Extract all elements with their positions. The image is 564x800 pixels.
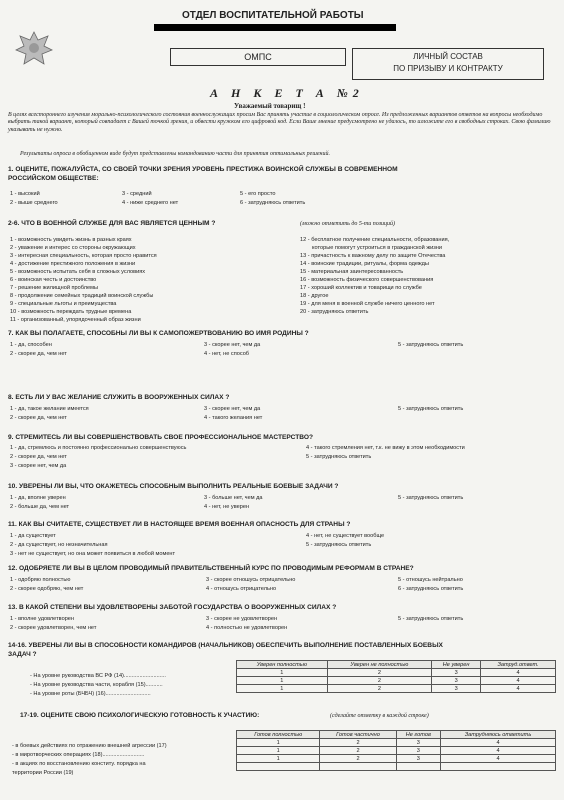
q2-opt[interactable]: 1 - возможность увидеть жизнь в разных краях (10, 237, 132, 243)
intro-text-2: Результаты опроса в обобщенном виде будут представлены командованию части для принятия оптимальных решений. (20, 151, 331, 157)
q2-right-list (300, 236, 449, 316)
q13-opt-3[interactable]: 3 - скорее не удовлетворен (206, 616, 278, 622)
q13-opt-5[interactable]: 5 - затрудняюсь ответить (398, 616, 464, 622)
q2-opt[interactable]: 17 - хороший коллектив и товарищи по службе (300, 285, 422, 291)
staff-box (352, 48, 544, 80)
q9-opt-2[interactable]: 2 - скорее да, чем нет (10, 454, 67, 460)
q14-table (236, 660, 556, 693)
q2-opt[interactable]: 19 - для меня в военной службе ничего ценного нет (300, 301, 435, 307)
q17-cell[interactable]: 1 (237, 755, 320, 763)
q17-cell[interactable]: 2 (320, 755, 396, 763)
table-row (237, 739, 556, 747)
q1-opt-5[interactable]: 5 - его просто (240, 191, 276, 197)
q17-row-label: - в боевых действиях по отражению внешней агрессии (17) (12, 743, 167, 749)
q2-opt[interactable]: 14 - воинские традиции, ритуалы, форма одежды (300, 261, 429, 267)
q13-text: 13. В КАКОЙ СТЕПЕНИ ВЫ УДОВЛЕТВОРЕНЫ ЗАБОТОЙ ГОСУДАРСТВА О ВООРУЖЕННЫХ СИЛАХ ? (8, 604, 337, 611)
table-row (237, 669, 556, 677)
q2-opt[interactable]: которые помогут устроиться в гражданской жизни (312, 245, 442, 251)
q9-opt-5[interactable]: 5 - затрудняюсь ответить (306, 454, 372, 460)
table-row (237, 747, 556, 755)
q14-col: Уверен не полностью (327, 661, 431, 669)
q17-row-label: - в миротворческих операциях (18)........................... (12, 752, 145, 758)
table-row (237, 763, 556, 771)
q17-labels (12, 742, 167, 778)
table-row (237, 755, 556, 763)
q17-table (236, 730, 556, 771)
q14-cell[interactable]: 2 (327, 669, 431, 677)
q12-opt-1[interactable]: 1 - одобряю полностью (10, 577, 71, 583)
q12-opt-6[interactable]: 6 - затрудняюсь ответить (398, 586, 464, 592)
q8-text: 8. ЕСТЬ ЛИ У ВАС ЖЕЛАНИЕ СЛУЖИТЬ В ВООРУЖЕННЫХ СИЛАХ ? (8, 394, 230, 401)
q1-text: 1. ОЦЕНИТЕ, ПОЖАЛУЙСТА, СО СВОЕЙ ТОЧКИ ЗРЕНИЯ УРОВЕНЬ ПРЕСТИЖА ВОИНСКОЙ СЛУЖБЫ В СОВРЕМЕННОМ (8, 166, 398, 173)
q8-opt-3[interactable]: 3 - скорее нет, чем да (204, 406, 261, 412)
q2-opt[interactable]: 18 - другое (300, 293, 329, 299)
q17-row-label: территории России (19) (12, 770, 74, 776)
q2-opt[interactable]: 13 - причастность к важному делу по защите Отечества (300, 253, 446, 259)
staff-line-1: ЛИЧНЫЙ СОСТАВ (413, 52, 483, 61)
q14-cell[interactable]: 4 (481, 677, 556, 685)
q1-opt-3[interactable]: 3 - средний (122, 191, 152, 197)
q14-cell[interactable]: 3 (432, 669, 481, 677)
q10-opt-1[interactable]: 1 - да, вполне уверен (10, 495, 66, 501)
q17-cell[interactable] (441, 763, 556, 771)
intro-text: В целях всестороннего изучения морально-психологического состояния военнослужащих просим Вас принять участие в социологическом опросе. Из предложенных вариантов ответов на вопросы необходимо выбрать такой вариант, который совпадает с Вашей точкой зрения, и обвести кружком его цифровой код. Если Ваше мнение предусмотрено не удалось, то изложите его в свободных строках. Свою фамилию указывать не нужно. (8, 112, 551, 133)
q12-opt-4[interactable]: 4 - отношусь отрицательно (206, 586, 277, 592)
q9-opt-1[interactable]: 1 - да, стремлюсь и постоянно профессионально совершенствуюсь (10, 445, 187, 451)
q11-opt-4[interactable]: 4 - нет, не существует вообще (306, 533, 385, 539)
q12-opt-5[interactable]: 5 - отношусь нейтрально (398, 577, 463, 583)
table-row (237, 685, 556, 693)
q17-cell[interactable]: 3 (396, 755, 440, 763)
q17-col: Готов частично (320, 731, 396, 739)
q14-cell[interactable]: 3 (432, 677, 481, 685)
q14-cell[interactable]: 4 (481, 669, 556, 677)
emblem (12, 26, 56, 70)
department-title: ОТДЕЛ ВОСПИТАТЕЛЬНОЙ РАБОТЫ (182, 10, 364, 21)
q14-header-row (237, 661, 556, 669)
q17-cell[interactable]: 2 (320, 747, 396, 755)
q2-text: 2-6. ЧТО В ВОЕННОЙ СЛУЖБЕ ДЛЯ ВАС ЯВЛЯЕТСЯ ЦЕННЫМ ? (8, 220, 216, 227)
q17-col: Не готов (396, 731, 440, 739)
q10-opt-5[interactable]: 5 - затрудняюсь ответить (398, 495, 464, 501)
q2-left-list (10, 236, 157, 324)
q17-cell[interactable]: 4 (441, 747, 556, 755)
q1-opt-6[interactable]: 6 - затрудняюсь ответить (240, 200, 306, 206)
q11-opt-3[interactable]: 3 - нет не существует, но она может появиться в любой момент (10, 551, 176, 557)
q7-opt-3[interactable]: 3 - скорее нет, чем да (204, 342, 261, 348)
staff-line-2: ПО ПРИЗЫВУ И КОНТРАКТУ (393, 64, 503, 73)
q17-text: 17-19. ОЦЕНИТЕ СВОЮ ПСИХОЛОГИЧЕСКУЮ ГОТОВНОСТЬ К УЧАСТИЮ: (20, 712, 260, 719)
q14-cell[interactable]: 2 (327, 685, 431, 693)
q7-text: 7. КАК ВЫ ПОЛАГАЕТЕ, СПОСОБНЫ ЛИ ВЫ К САМОПОЖЕРТВОВАНИЮ ВО ИМЯ РОДИНЫ ? (8, 330, 309, 337)
q11-opt-2[interactable]: 2 - да существует, но незначительная (10, 542, 108, 548)
q14-row-label: - На уровне роты (БЧБЧ) (16)............................. (30, 691, 151, 697)
q2-opt[interactable]: 4 - достижение престижного положения в жизни (10, 261, 136, 267)
q10-opt-2[interactable]: 2 - больше да, чем нет (10, 504, 70, 510)
q17-cell[interactable]: 1 (237, 747, 320, 755)
q14-cell[interactable]: 1 (237, 669, 328, 677)
q14-cell[interactable]: 4 (481, 685, 556, 693)
table-row (237, 677, 556, 685)
q9-text: 9. СТРЕМИТЕСЬ ЛИ ВЫ СОВЕРШЕНСТВОВАТЬ СВОЕ ПРОФЕССИОНАЛЬНОЕ МАСТЕРСТВО? (8, 434, 314, 441)
q9-opt-3[interactable]: 3 - скорее нет, чем да (10, 463, 67, 469)
q1-opt-2[interactable]: 2 - выше среднего (10, 200, 58, 206)
q2-opt[interactable]: 15 - материальная заинтересованность (300, 269, 404, 275)
q14-cell[interactable]: 2 (327, 677, 431, 685)
q17-col: Затрудняюсь ответить (441, 731, 556, 739)
q14-col: Затруд.ответ. (481, 661, 556, 669)
q9-opt-4[interactable]: 4 - такого стремления нет, т.к. не вижу в этом необходимости (306, 445, 465, 451)
q14-row-label: - На уровне руководства части, корабля (15)........... (30, 682, 163, 688)
q2-opt[interactable]: 11 - организованный, упорядоченный образ жизни (10, 317, 141, 323)
q17-note: (сделайте отметку в каждой строке) (330, 713, 429, 719)
q2-opt[interactable]: 3 - интересная специальность, которая просто нравится (10, 253, 157, 259)
q1-text-2: РОССИЙСКОМ ОБЩЕСТВЕ: (8, 175, 99, 182)
q12-opt-3[interactable]: 3 - скорее отношусь отрицательно (206, 577, 296, 583)
q14-text: 14-16. УВЕРЕНЫ ЛИ ВЫ В СПОСОБНОСТИ КОМАНДИРОВ (НАЧАЛЬНИКОВ) ОБЕСПЕЧИТЬ ВЫПОЛНЕНИЕ ПОСТАВЛЕННЫХ БОЕВЫХ (8, 642, 443, 649)
q2-opt[interactable]: 20 - затрудняюсь ответить (300, 309, 369, 315)
q17-col: Готов полностью (237, 731, 320, 739)
q2-opt[interactable]: 2 - уважение и интерес со стороны окружающих (10, 245, 136, 251)
q17-row-label: - в акциях по восстановлению конститу. порядка на (12, 761, 146, 767)
q17-cell[interactable] (396, 763, 440, 771)
q14-cell[interactable]: 1 (237, 677, 328, 685)
q10-text: 10. УВЕРЕНЫ ЛИ ВЫ, ЧТО ОКАЖЕТЕСЬ СПОСОБНЫМ ВЫПОЛНИТЬ РЕАЛЬНЫЕ БОЕВЫЕ ЗАДАЧИ ? (8, 483, 339, 490)
q2-opt[interactable]: 9 - специальные льготы и преимущества (10, 301, 117, 307)
redaction-bar (154, 24, 396, 31)
q7-opt-4[interactable]: 4 - нет, не способ (204, 351, 250, 357)
q8-opt-5[interactable]: 5 - затрудняюсь ответить (398, 406, 464, 412)
q11-text: 11. КАК ВЫ СЧИТАЕТЕ, СУЩЕСТВУЕТ ЛИ В НАСТОЯЩЕЕ ВРЕМЯ ВОЕННАЯ ОПАСНОСТЬ ДЛЯ СТРАНЫ ? (8, 521, 351, 528)
q17-header-row (237, 731, 556, 739)
q7-opt-2[interactable]: 2 - скорее да, чем нет (10, 351, 67, 357)
q14-row-label: - На уровне руководства ВС РФ (14)........................... (30, 673, 166, 679)
q8-opt-1[interactable]: 1 - да, такое желание имеется (10, 406, 89, 412)
q13-opt-4[interactable]: 4 - полностью не удовлетворен (206, 625, 288, 631)
q8-opt-2[interactable]: 2 - скорее да, чем нет (10, 415, 67, 421)
q2-note: (можно отметить до 5-ти позиций) (300, 221, 396, 227)
q14-labels (30, 672, 166, 699)
q10-opt-3[interactable]: 3 - больше нет, чем да (204, 495, 263, 501)
q2-opt[interactable]: 16 - возможность физического совершенствования (300, 277, 434, 283)
q8-opt-4[interactable]: 4 - такого желания нет (204, 415, 263, 421)
unit-box (170, 48, 346, 66)
q13-opt-1[interactable]: 1 - вполне удовлетворен (10, 616, 74, 622)
q13-opt-2[interactable]: 2 - скорее удовлетворен, чем нет (10, 625, 97, 631)
unit-label: ОМПС (244, 52, 272, 62)
q12-opt-2[interactable]: 2 - скорее одобряю, чем нет (10, 586, 84, 592)
q7-opt-5[interactable]: 5 - затрудняюсь ответить (398, 342, 464, 348)
q2-opt[interactable]: 6 - воинская честь и достоинство (10, 277, 97, 283)
q17-cell[interactable]: 2 (320, 739, 396, 747)
q17-cell[interactable]: 3 (396, 747, 440, 755)
q12-text: 12. ОДОБРЯЕТЕ ЛИ ВЫ В ЦЕЛОМ ПРОВОДИМЫЙ ПРАВИТЕЛЬСТВЕННЫЙ КУРС ПО ПРОВОДИМЫМ РЕФОРМАМ В СТРАНЕ? (8, 565, 414, 572)
q17-cell[interactable] (320, 763, 396, 771)
q14-cell[interactable]: 1 (237, 685, 328, 693)
q14-col: Уверен полностью (237, 661, 328, 669)
q1-opt-4[interactable]: 4 - ниже среднего нет (122, 200, 179, 206)
greeting: Уважаемый товарищ ! (234, 102, 306, 110)
q10-opt-4[interactable]: 4 - нет, не уверен (204, 504, 250, 510)
q2-opt[interactable]: 7 - решение жилищной проблемы (10, 285, 98, 291)
q17-cell[interactable]: 1 (237, 739, 320, 747)
q17-cell[interactable]: 4 (441, 755, 556, 763)
q2-opt[interactable]: 12 - бесплатное получение специальности, образования, (300, 237, 450, 243)
q14-text-2: ЗАДАЧ ? (8, 651, 37, 658)
q14-col: Не уверен (432, 661, 481, 669)
q2-opt[interactable]: 8 - продолжение семейных традиций воинской службы (10, 293, 154, 299)
form-title: А Н К Е Т А №2 (210, 86, 364, 100)
q17-cell[interactable]: 3 (396, 739, 440, 747)
q14-cell[interactable]: 3 (432, 685, 481, 693)
q11-opt-1[interactable]: 1 - да существует (10, 533, 56, 539)
q2-opt[interactable]: 10 - возможность переждать трудные времена (10, 309, 132, 315)
q7-opt-1[interactable]: 1 - да, способен (10, 342, 52, 348)
q17-cell[interactable]: 4 (441, 739, 556, 747)
q11-opt-5[interactable]: 5 - затрудняюсь ответить (306, 542, 372, 548)
q1-opt-1[interactable]: 1 - высокий (10, 191, 40, 197)
q2-opt[interactable]: 5 - возможность испытать себя в сложных условиях (10, 269, 146, 275)
q17-cell[interactable] (237, 763, 320, 771)
